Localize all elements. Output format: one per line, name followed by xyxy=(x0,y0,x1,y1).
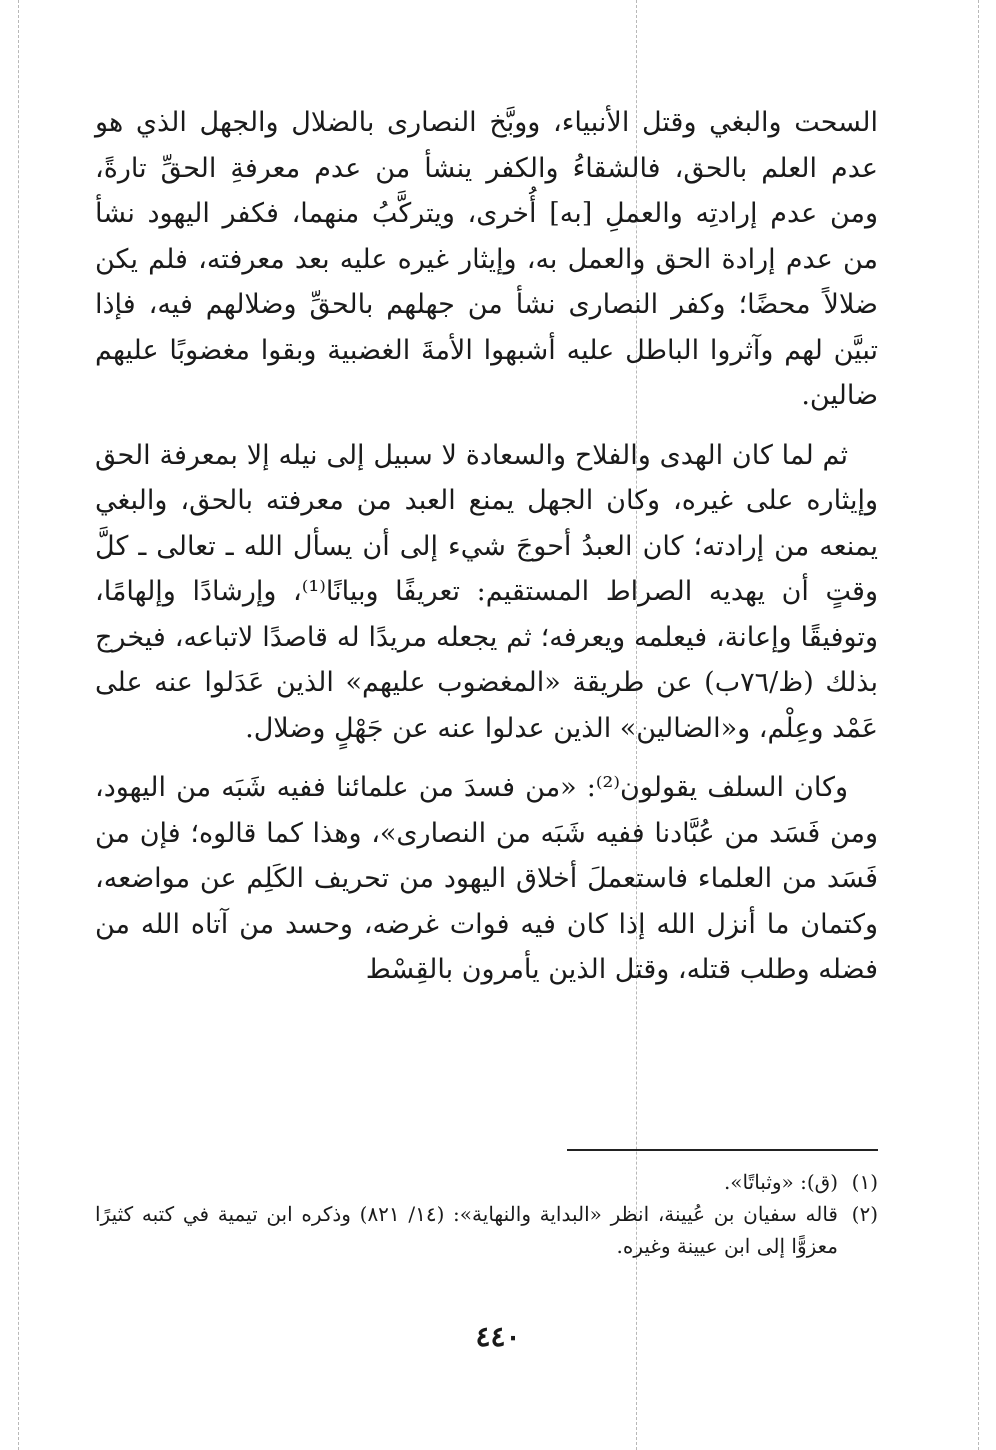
paragraph-1 xyxy=(95,100,878,419)
paragraph-2-text: ثم لما كان الهدى والفلاح والسعادة لا سبيل إلى نيله إلا بمعرفة الحق وإيثاره على غيره، وكان الجهل يمنع العبد من معرفته بالحق، والبغي يمنعه من إرادته؛ كان العبدُ أحوجَ شيء إلى أن يسأل الله ـ تعالى ـ كلَّ وقتٍ أن يهديه الصراط المستقيم: تعريفًا وبيانًا⁽¹⁾، وإرشادًا وإلهامًا، وتوفيقًا وإعانة، فيعلمه ويعرفه؛ ثم يجعله مريدًا له قاصدًا لاتباعه، فيخرج بذلك (ظ/٧٦ب) عن طريقة «المغضوب عليهم» الذين عَدَلوا عنه على عَمْد وعِلْم، و«الضالين» الذين عدلوا عنه عن جَهْلٍ وضلال. xyxy=(95,439,878,744)
paragraph-2 xyxy=(95,433,878,752)
footnote-2-number: (٢) xyxy=(851,1202,878,1226)
footnote-2-text: قاله سفيان بن عُيينة، انظر «البداية والنهاية»: (١٤/ ٨٢١) وذكره ابن تيمية في كتبه كثيرًا معزوًّا إلى ابن عيينة وغيره. xyxy=(95,1202,838,1258)
left-margin-guide xyxy=(18,0,19,1450)
right-margin-guide xyxy=(978,0,979,1450)
footnote-1 xyxy=(95,1166,878,1198)
footnotes xyxy=(95,1166,878,1262)
footnote-separator xyxy=(567,1149,878,1151)
paragraph-3 xyxy=(95,765,878,993)
footnote-2 xyxy=(95,1198,878,1262)
main-text xyxy=(95,100,878,993)
paragraph-1-text: السحت والبغي وقتل الأنبياء، ووبَّخ النصارى بالضلال والجهل الذي هو عدم العلم بالحق، فالشقاءُ والكفر ينشأ من عدم معرفةِ الحقِّ تارةً، ومن عدم إرادتِه والعملِ [به] أُخرى، ويتركَّبُ منهما، فكفر اليهود نشأ من عدم إرادة الحق والعمل به، وإيثار غيره عليه بعد معرفته، فلم يكن ضلالاً محضًا؛ وكفر النصارى نشأ من جهلهم بالحقِّ وضلالهم فيه، فإذا تبيَّن لهم وآثروا الباطل عليه أشبهوا الأمةَ الغضبية وبقوا مغضوبًا عليهم ضالين. xyxy=(95,107,878,411)
page-number: ٤٤٠ xyxy=(475,1320,521,1353)
paragraph-3-text: وكان السلف يقولون⁽²⁾: «من فسدَ من علمائنا ففيه شَبَه من اليهود، ومن فَسَد من عُبَّادنا ففيه شَبَه من النصارى»، وهذا كما قالوه؛ فإن من فَسَد من العلماء فاستعملَ أخلاق اليهود من تحريف الكَلِم عن مواضعه، وكتمان ما أنزل الله إذا كان فيه فوات غرضه، وحسد من آتاه الله من فضله وطلب قتله، وقتل الذين يأمرون بالقِسْط xyxy=(95,772,878,985)
footnote-1-text: (ق): «وثباتًا». xyxy=(723,1170,838,1194)
footnote-1-number: (١) xyxy=(851,1170,878,1194)
